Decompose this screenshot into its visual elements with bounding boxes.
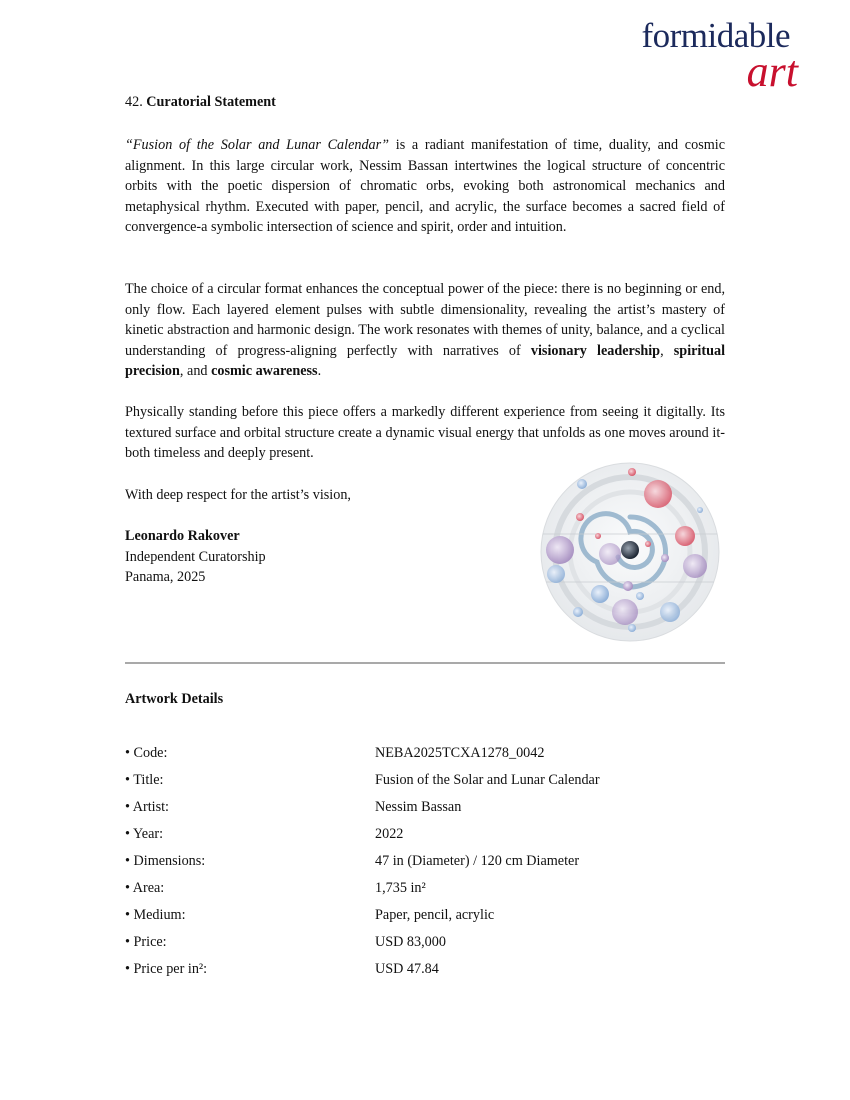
- detail-value: Paper, pencil, acrylic: [375, 907, 495, 923]
- keyword-visionary-leadership: visionary leadership: [530, 342, 661, 359]
- separator-2: , and: [179, 363, 212, 380]
- separator-1: ,: [660, 342, 674, 359]
- section-number: 42.: [125, 94, 143, 110]
- paragraph-format-end: .: [317, 363, 322, 380]
- detail-row: [125, 799, 725, 821]
- logo-wordmark-art: art: [746, 47, 798, 96]
- detail-value: 2022: [375, 826, 404, 842]
- paragraph-physical-experience: [125, 402, 725, 464]
- detail-value: Nessim Bassan: [375, 799, 462, 815]
- section-heading: [125, 94, 276, 111]
- detail-row: [125, 745, 725, 767]
- detail-label: • Area:: [125, 880, 165, 896]
- detail-label: • Medium:: [125, 907, 186, 923]
- artwork-title-quote: “Fusion of the Solar and Lunar Calendar”: [125, 137, 390, 153]
- keyword-cosmic-awareness: cosmic awareness: [211, 363, 318, 380]
- detail-value: NEBA2025TCXA1278_0042: [375, 745, 545, 761]
- paragraph-intro: [125, 135, 725, 238]
- formidable-art-logo: [620, 14, 810, 94]
- logo-wordmark-formidable: formidable: [641, 16, 790, 55]
- artwork-image: [540, 462, 720, 642]
- detail-value: USD 47.84: [375, 961, 439, 977]
- detail-label: • Artist:: [125, 799, 169, 815]
- section-divider: [125, 662, 725, 664]
- detail-value: 47 in (Diameter) / 120 cm Diameter: [375, 853, 580, 869]
- paragraph-intro-text: is a radiant manifestation of time, duality, and cosmic alignment. In this large circular work, Nessim Bassan intertwines the logical structure of concentric orbits with the poetic dispersion of chromatic orbs, evoking both astronomical mechanics and metaphysical rhythm. Executed with paper, pencil, and acrylic, the surface becomes a sacred field of convergence-a symbolic intersection of science and spirit, order and intuition.: [125, 137, 725, 236]
- detail-row: [125, 934, 725, 956]
- detail-label: • Title:: [125, 772, 164, 788]
- detail-row: [125, 772, 725, 794]
- paragraph-format: [125, 279, 725, 382]
- signature-role: Independent Curatorship: [125, 548, 266, 565]
- signature-place: Panama, 2025: [125, 569, 206, 586]
- detail-value: Fusion of the Solar and Lunar Calendar: [375, 772, 600, 788]
- detail-row: [125, 853, 725, 875]
- detail-value: 1,735 in²: [375, 880, 426, 896]
- closing-line: With deep respect for the artist’s vision,: [125, 487, 351, 503]
- detail-row: [125, 961, 725, 983]
- detail-row: [125, 907, 725, 929]
- signature-name: Leonardo Rakover: [125, 528, 240, 544]
- detail-value: USD 83,000: [375, 934, 446, 950]
- signature-block: [125, 526, 475, 588]
- detail-label: • Dimensions:: [125, 853, 206, 869]
- detail-label: • Price per in²:: [125, 961, 208, 977]
- detail-label: • Code:: [125, 745, 168, 761]
- detail-row: [125, 826, 725, 848]
- paragraph-format-text: The choice of a circular format enhances the conceptual power of the piece: there is no beginning or end, only flow. Each layered element pulses with subtle dimensionality, revealing the artist’s mastery of kinetic abstraction and harmonic design. The work resonates with themes of unity, balance, and a cyclical understanding of progress-aligning perfectly with narratives of: [125, 281, 725, 359]
- detail-label: • Year:: [125, 826, 164, 842]
- detail-label: • Price:: [125, 934, 167, 950]
- section-title: Curatorial Statement: [146, 94, 276, 110]
- paragraph-physical-text: Physically standing before this piece offers a markedly different experience from seeing it digitally. Its textured surface and orbital structure create a dynamic visual energy that unfolds as one moves around it-both timeless and deeply present.: [125, 404, 725, 462]
- details-title: Artwork Details: [125, 691, 224, 707]
- keyword-spiritual-precision: spiritual precision: [125, 342, 726, 380]
- detail-row: [125, 880, 725, 902]
